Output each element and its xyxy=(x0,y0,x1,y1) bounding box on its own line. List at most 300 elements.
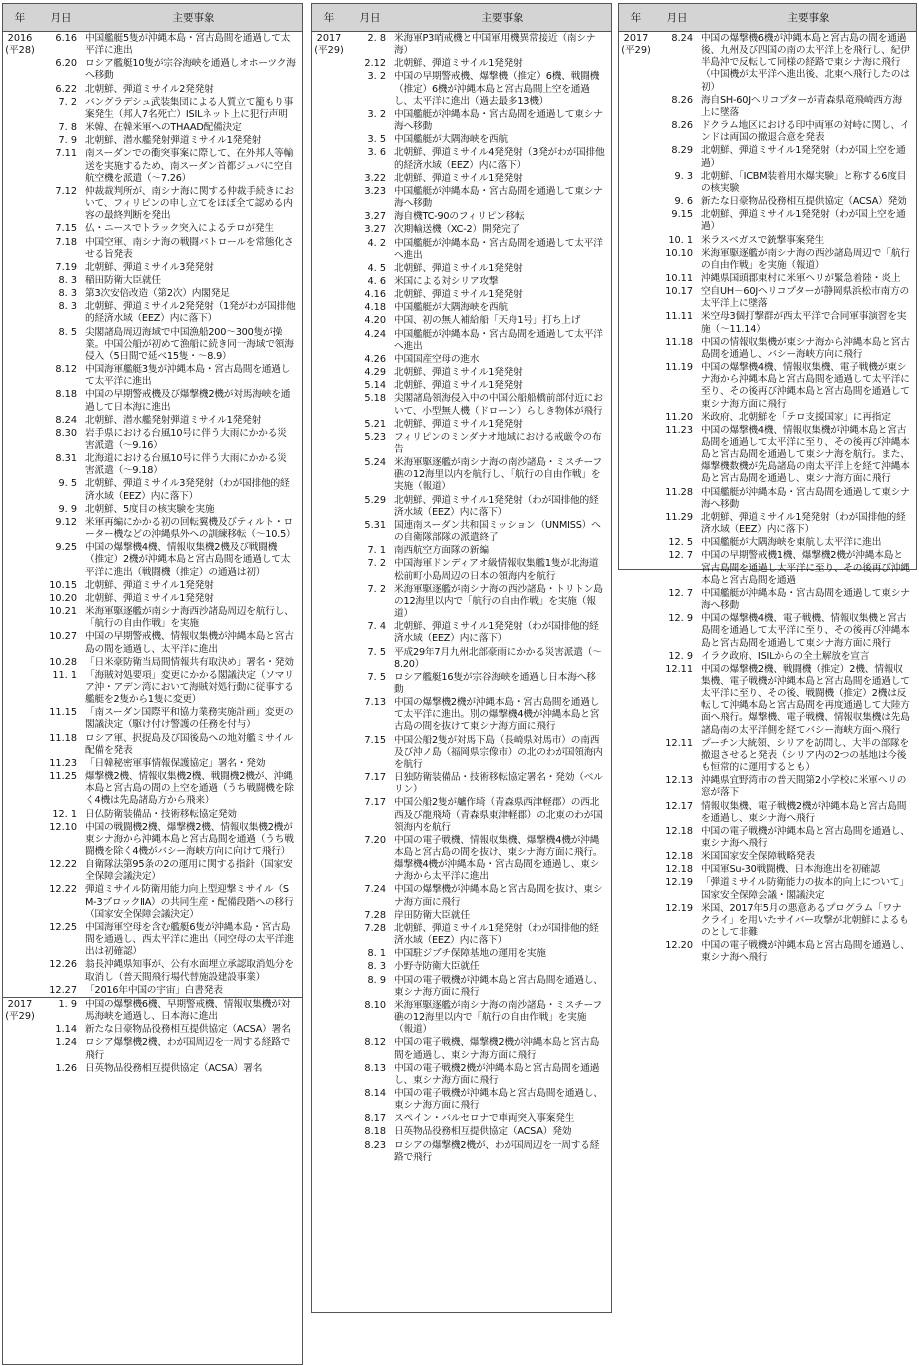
table-row xyxy=(619,850,916,863)
event-cell: 仲裁裁判所が、南シナ海に関する仲裁手続きにおいて、フィリピンの申し立てをほぼ全て認める内容の最終判断を発出 xyxy=(85,185,294,222)
table-row xyxy=(3,83,302,96)
date-cell: 12.11 xyxy=(665,737,693,749)
date-cell: 7.17 xyxy=(364,797,386,809)
event-cell: 弾道ミサイル防衛用能力向上型迎撃ミサイル（SM-3ブロックⅡA）の共同生産・配備段階への移行（国家安全保障会議決定） xyxy=(85,884,294,920)
year-cell xyxy=(3,883,37,920)
table-row xyxy=(3,96,302,121)
date-cell: 4.29 xyxy=(364,367,386,379)
table-row xyxy=(312,275,611,288)
table-row xyxy=(312,1112,611,1125)
year-cell xyxy=(619,587,653,612)
date-cell: 5.21 xyxy=(364,418,386,430)
date-cell: 10.17 xyxy=(665,286,693,298)
table-row xyxy=(312,696,611,733)
year-cell xyxy=(312,583,346,620)
year-cell xyxy=(3,326,37,363)
year-cell xyxy=(619,800,653,825)
date-cell: 8. 3 xyxy=(58,288,77,300)
table-row xyxy=(3,134,302,147)
date-cell: 8.18 xyxy=(55,389,77,401)
table-row xyxy=(312,392,611,417)
date-cell: 10.27 xyxy=(49,631,77,643)
year-cell xyxy=(619,876,653,901)
event-cell: 北朝鮮、弾道ミサイル1発発射（わが国上空を通過） xyxy=(701,145,906,169)
event-cell: 中国の電子戦機が沖縄本島と宮古島間を通過し、東シナ海方面に飛行 xyxy=(394,1087,603,1112)
date-cell: 8.17 xyxy=(364,1113,386,1125)
event-cell: 中国艦艇が沖縄本島・宮古島間を通過して東シナ海へ移動 xyxy=(701,486,910,510)
date-cell: 1.24 xyxy=(55,1037,77,1049)
table-row xyxy=(312,288,611,301)
year-cell xyxy=(619,737,653,774)
event-cell: ロシアの爆撃機2機が、わが国周辺を一周する経路で飛行 xyxy=(394,1139,600,1163)
header-event: 主要事象 xyxy=(172,12,215,24)
table-row xyxy=(619,902,916,939)
table-row xyxy=(312,133,611,146)
event-cell: 中国の爆撃機が沖縄本島と宮古島間を抜け、東シナ海方面に飛行 xyxy=(394,884,603,908)
event-cell: 米海軍P3哨戒機と中国軍用機異常接近（南シナ海） xyxy=(394,33,596,57)
year-cell xyxy=(312,494,346,519)
table-row xyxy=(3,630,302,655)
table-row xyxy=(619,511,916,536)
table-row xyxy=(619,208,916,233)
event-cell: 小野寺防衛大臣就任 xyxy=(394,961,480,973)
table-row xyxy=(3,287,302,300)
event-cell: 中国の電子戦機、爆撃機2機が沖縄本島と宮古島間を通過し、東シナ海方面に飛行 xyxy=(394,1037,600,1061)
year-cell xyxy=(619,94,653,119)
table-row xyxy=(619,737,916,774)
year-cell xyxy=(3,921,37,958)
date-cell: 7.28 xyxy=(364,909,386,921)
event-cell: 中国の爆撃機4機、情報収集機が沖縄本島と宮古島間を通過して太平洋に至り、その後再び沖縄本島と宮古島間を通過して東シナ海を航行。また、爆撃機数機が先島諸島の南太平洋上を経て沖縄本島と宮古島間を通過し、東シナ海方面に飛行 xyxy=(701,424,910,485)
table-row xyxy=(312,262,611,275)
header-year: 年 xyxy=(630,12,642,24)
table-row xyxy=(312,646,611,671)
event-cell: 中国艦艇が大隅海峡を西航 xyxy=(394,302,508,314)
table-row xyxy=(3,326,302,363)
date-cell: 8.31 xyxy=(55,453,77,465)
date-cell: 4.24 xyxy=(364,328,386,340)
event-cell: 北朝鮮、弾道ミサイル1発発射 xyxy=(394,289,523,301)
year-cell xyxy=(3,984,37,997)
event-cell: 中国軍Su-30戦闘機、日本海進出を初確認 xyxy=(701,864,880,876)
date-cell: 9. 3 xyxy=(674,170,693,182)
year-cell xyxy=(3,147,37,184)
year-cell xyxy=(3,96,37,121)
year-cell xyxy=(312,133,346,146)
table-row xyxy=(619,234,916,247)
event-cell: 中国艦艇が沖縄本島・宮古島間を通過して太平洋へ進出 xyxy=(394,237,603,261)
date-cell: 6.22 xyxy=(55,83,77,95)
event-cell: 北朝鮮、弾道ミサイル1発発射（わが国排他的経済水域（EEZ）内に落下） xyxy=(701,511,906,536)
year-cell xyxy=(3,1036,37,1061)
date-cell: 4.26 xyxy=(364,353,386,365)
year-cell xyxy=(312,275,346,288)
table-row xyxy=(619,424,916,486)
date-cell: 7.12 xyxy=(55,185,77,197)
table-row xyxy=(3,757,302,770)
year-cell xyxy=(3,958,37,983)
date-cell: 6.16 xyxy=(55,33,77,44)
year-cell xyxy=(619,902,653,939)
event-cell: 米海軍駆逐艦が南シナ海の南沙諸島・ミスチーフ礁の12海里以内を航行し、「航行の自由作戦」を実施（報道） xyxy=(394,457,603,493)
year-cell xyxy=(3,579,37,592)
event-cell: 中国の戦闘機2機、爆撃機2機、情報収集機2機が東シナ海から沖縄本島と宮古島間を通過（うち戦闘機を除く4機がバシー海峡方向に向けて飛行） xyxy=(85,821,294,857)
event-cell: 「2016年中国の宇宙」白書発表 xyxy=(85,984,223,996)
date-cell: 12.18 xyxy=(665,825,693,837)
date-cell: 11.29 xyxy=(665,511,693,523)
table-row xyxy=(619,536,916,549)
year-cell xyxy=(312,418,346,431)
date-cell: 11.18 xyxy=(665,336,693,348)
table-row xyxy=(619,612,916,649)
year-cell xyxy=(312,1087,346,1112)
event-cell: 沖縄県国頭郡東村に米軍ヘリが緊急着陸・炎上 xyxy=(701,272,901,284)
event-cell: 中国海軍ドンディアオ級情報収集艦1隻が北海道松前町小島周辺の日本の領海内を航行 xyxy=(394,558,599,582)
date-cell: 3.22 xyxy=(364,172,386,184)
year-cell xyxy=(619,939,653,964)
table-row xyxy=(312,314,611,327)
event-cell: 中国、初の無人補給船「天舟1号」打ち上げ xyxy=(394,315,581,327)
year-cell xyxy=(312,974,346,999)
year-label: 2017 xyxy=(623,33,649,44)
year-cell xyxy=(312,834,346,884)
event-cell: 北朝鮮、弾道ミサイル3発発射 xyxy=(85,261,214,273)
table-row xyxy=(312,431,611,456)
year-cell xyxy=(619,863,653,876)
event-cell: 中国の爆撃機4機、電子戦機、情報収集機と宮古島間を通過して太平洋に至り、その後再び沖縄本島と宮古島間を通過して東シナ海方面に飛行 xyxy=(701,613,910,649)
year-cell xyxy=(312,32,346,57)
event-cell: 中国の爆撃機6機、早期警戒機、情報収集機が対馬海峡を通過し、日本海に進出 xyxy=(85,998,291,1023)
table-row xyxy=(619,800,916,825)
table-row xyxy=(312,210,611,223)
year-cell xyxy=(312,734,346,771)
year-cell xyxy=(3,274,37,287)
year-cell xyxy=(3,261,37,274)
year-cell xyxy=(3,592,37,605)
date-cell: 5.23 xyxy=(364,431,386,443)
event-cell: イラク政府、ISILからの全土解放を宣言 xyxy=(701,650,870,662)
table-row xyxy=(312,999,611,1036)
year-cell xyxy=(3,732,37,757)
event-cell: 中国の早期警戒機、爆撃機（推定）6機、戦闘機（推定）6機が沖縄本島と宮古島間上空を通過し、太平洋に進出（過去最多13機） xyxy=(394,71,600,107)
date-cell: 4.20 xyxy=(364,315,386,327)
chronology-column-1 xyxy=(2,3,303,1365)
table-row xyxy=(312,583,611,620)
year-cell xyxy=(3,134,37,147)
event-cell: 米海軍駆逐艦が南シナ海の西沙諸島・トリトン島の12海里以内で「航行の自由作戦」を実施（報道） xyxy=(394,583,603,620)
table-row xyxy=(619,939,916,964)
date-cell: 8.23 xyxy=(364,1139,386,1151)
date-cell: 7.15 xyxy=(55,223,77,235)
table-row xyxy=(312,379,611,392)
date-cell: 3.23 xyxy=(364,185,386,197)
date-cell: 11.15 xyxy=(49,707,77,719)
date-cell: 12.25 xyxy=(49,921,77,933)
event-cell: スペイン・バルセロナで車両突入事案発生 xyxy=(394,1113,575,1125)
table-row xyxy=(619,32,916,94)
event-cell: 北朝鮮、潜水艦発射弾道ミサイル1発発射 xyxy=(85,135,262,147)
table-row xyxy=(312,172,611,185)
table-row xyxy=(619,825,916,850)
date-cell: 7. 8 xyxy=(58,122,77,134)
date-cell: 7.28 xyxy=(364,922,386,934)
date-cell: 7.17 xyxy=(364,772,386,784)
year-cell xyxy=(3,300,37,325)
table-row xyxy=(3,452,302,477)
event-cell: 岸田防衛大臣就任 xyxy=(394,909,470,921)
event-cell: 日英物品役務相互提供協定（ACSA）署名 xyxy=(85,1062,263,1074)
table-row xyxy=(312,922,611,947)
year-cell xyxy=(619,361,653,411)
table-row xyxy=(312,1087,611,1112)
date-cell: 10.11 xyxy=(665,272,693,284)
event-cell: 中国の爆撃機4機、情報収集機、電子戦機が東シナ海から沖縄本島と宮古島間を通過して太平洋に至り、その後再び沖縄本島と宮古島間を通過して東シナ海方面に飛行 xyxy=(701,362,910,410)
table-row xyxy=(619,119,916,144)
year-cell xyxy=(3,32,37,57)
event-cell: 新たな日豪物品役務相互提供協定（ACSA）署名 xyxy=(85,1024,291,1036)
event-cell: 北朝鮮、弾道ミサイル1発発射 xyxy=(394,262,523,274)
date-cell: 12.11 xyxy=(665,663,693,675)
table-row xyxy=(312,796,611,833)
year-cell xyxy=(619,850,653,863)
date-cell: 4.16 xyxy=(364,289,386,301)
event-cell: 中国国産空母の進水 xyxy=(394,353,480,365)
event-cell: 中国艦艇が沖縄本島・宮古島間を通過して東シナ海へ移動 xyxy=(701,587,910,612)
event-cell: 中国の電子戦機が沖縄本島と宮古島間を通過し、東シナ海へ飛行 xyxy=(701,825,910,849)
year-cell xyxy=(312,172,346,185)
date-cell: 8.14 xyxy=(364,1087,386,1099)
table-row xyxy=(312,32,611,57)
table-row xyxy=(619,272,916,285)
event-cell: 北朝鮮、弾道ミサイル1発発射 xyxy=(85,579,214,591)
table-row xyxy=(3,1062,302,1075)
event-cell: 中国海軍艦艇3隻が沖縄本島・宮古島間を通過して太平洋に進出 xyxy=(85,364,291,388)
table-header xyxy=(3,4,302,32)
year-cell xyxy=(312,70,346,107)
era-label: (平28) xyxy=(5,45,35,57)
date-cell: 12. 9 xyxy=(668,613,693,625)
table-row xyxy=(3,261,302,274)
table-row xyxy=(3,121,302,134)
year-cell xyxy=(3,414,37,427)
event-cell: 北朝鮮、5度目の核実験を実施 xyxy=(85,503,215,515)
table-row xyxy=(619,650,916,663)
year-cell xyxy=(619,310,653,335)
table-row xyxy=(619,774,916,799)
table-row xyxy=(619,663,916,737)
year-cell xyxy=(619,549,653,586)
year-cell xyxy=(3,83,37,96)
year-cell xyxy=(312,210,346,223)
event-cell: 中国の電子戦機、情報収集機、爆撃機4機が沖縄本島と宮古島の間を抜け、東シナ海方面に飛行。爆撃機4機が沖縄本島・宮古島間を通過し、東シナ海から太平洋に進出 xyxy=(394,834,603,883)
date-cell: 9. 5 xyxy=(58,478,77,490)
event-cell: 米海軍駆逐艦が南シナ海の西沙諸島周辺で「航行の自由作戦」を実施（報道） xyxy=(701,247,910,271)
date-cell: 12. 5 xyxy=(668,537,693,549)
event-cell: 北朝鮮、弾道ミサイル2発発射 xyxy=(85,83,214,95)
event-cell: 「日韓秘密軍事情報保護協定」署名・発効 xyxy=(85,757,266,769)
date-cell: 3. 6 xyxy=(367,147,386,159)
year-cell xyxy=(3,541,37,578)
date-cell: 7.19 xyxy=(55,261,77,273)
era-label: (平29) xyxy=(621,45,651,57)
table-row xyxy=(3,770,302,807)
event-cell: 米軍再編にかかる初の回転翼機及びティルト・ローター機などの沖縄県外への訓練移転（〜10.5） xyxy=(85,516,296,541)
event-cell: 北朝鮮、弾道ミサイル1発発射 xyxy=(394,380,523,392)
date-cell: 9.15 xyxy=(671,209,693,221)
date-cell: 8. 3 xyxy=(367,961,386,973)
date-cell: 7.24 xyxy=(364,884,386,896)
event-cell: 北朝鮮、弾道ミサイル1発発射 xyxy=(394,172,523,184)
year-cell xyxy=(312,771,346,796)
year-cell xyxy=(312,223,346,236)
year-label: 2017 xyxy=(7,998,33,1010)
event-cell: 岩手県における台風10号に伴う大雨にかかる災害派遣（〜9.16） xyxy=(85,427,287,451)
event-cell: 中国公船2隻が艫作埼（青森県西津軽郡）の西北西及び龍飛埼（青森県東津軽郡）の北東のわが国領海内を航行 xyxy=(394,797,603,833)
event-cell: 米国国家安全保障戦略発表 xyxy=(701,851,815,863)
date-cell: 11.28 xyxy=(665,486,693,498)
year-cell xyxy=(312,620,346,645)
event-cell: 自衛隊法第95条の2の運用に関する指針（国家安全保障会議決定） xyxy=(85,859,293,883)
year-cell xyxy=(312,108,346,133)
date-cell: 7. 2 xyxy=(58,96,77,108)
event-cell: 南スーダンでの衝突事案に際して、在外邦人等輸送を実施するため、南スーダン首都ジュバに空自航空機を派遣（〜7.26） xyxy=(85,148,294,184)
event-cell: 情報収集機、電子戦機2機が沖縄本島と宮古島間を通過し、東シナ海へ飛行 xyxy=(701,800,907,824)
date-cell: 3. 2 xyxy=(367,108,386,120)
date-cell: 8.24 xyxy=(671,33,693,44)
year-cell xyxy=(619,486,653,511)
date-cell: 7.13 xyxy=(364,697,386,709)
year-cell xyxy=(619,612,653,649)
year-cell xyxy=(619,825,653,850)
date-cell: 12.22 xyxy=(49,859,77,871)
date-cell: 7. 1 xyxy=(367,545,386,557)
date-cell: 12. 7 xyxy=(668,550,693,562)
year-cell xyxy=(312,883,346,908)
table-row xyxy=(312,70,611,107)
table-row xyxy=(3,1023,302,1036)
table-row xyxy=(3,958,302,983)
date-cell: 11.20 xyxy=(665,411,693,423)
date-cell: 7.18 xyxy=(55,236,77,248)
table-row xyxy=(3,274,302,287)
event-cell: ドクラム地区における印中両軍の対峙に関し、インドは両国の撤退合意を発表 xyxy=(701,120,910,144)
table-row xyxy=(312,834,611,884)
event-cell: 爆撃機2機、情報収集機2機、戦闘機2機が、沖縄本島と宮古島の間の上空を通過（うち戦闘機を除く4機は先島諸島方から飛来） xyxy=(85,771,294,807)
date-cell: 8.10 xyxy=(364,999,386,1011)
event-cell: ロシア艦艇16隻が宗谷海峡を通過し日本海へ移動 xyxy=(394,671,596,695)
date-cell: 7. 5 xyxy=(367,671,386,683)
year-label: 2017 xyxy=(316,33,342,44)
table-row xyxy=(3,477,302,502)
table-row xyxy=(3,656,302,669)
date-cell: 7. 9 xyxy=(58,135,77,147)
table-row xyxy=(619,94,916,119)
event-cell: ロシア艦艇10隻が宗谷海峡を通過しオホーツク海へ移動 xyxy=(85,58,296,82)
year-cell xyxy=(312,544,346,557)
year-cell xyxy=(619,247,653,272)
year-cell xyxy=(619,511,653,536)
date-cell: 12.22 xyxy=(49,884,77,896)
table-row xyxy=(312,57,611,70)
event-cell: 国連南スーダン共和国ミッション（UNMISS）への自衛隊部隊の派遣終了 xyxy=(394,519,601,544)
event-cell: 北朝鮮、弾道ミサイル1発発射（わが国排他的経済水域（EEZ）内に落下） xyxy=(394,621,599,645)
year-cell xyxy=(3,287,37,300)
date-cell: 1.26 xyxy=(55,1062,77,1074)
year-cell xyxy=(619,774,653,799)
date-cell: 7.20 xyxy=(364,834,386,846)
table-row xyxy=(312,108,611,133)
table-row xyxy=(312,185,611,210)
event-cell: 北朝鮮、弾道ミサイル1発発射（わが国排他的経済水域（EEZ）内に落下） xyxy=(394,494,599,518)
event-cell: 中国の爆撃機2機、戦闘機（推定）2機、情報収集機、電子戦機が沖縄本島と宮古島間を通過して太平洋に至り、その後、戦闘機（推定）2機は反転して沖縄本島と宮古島間を再度通過して大陸方面へ飛行。爆撃機、電子戦機、情報収集機は先島諸島南の太平洋側を経てバシー海峡方面へ飛行 xyxy=(701,663,910,736)
event-cell: 稲田防衛大臣就任 xyxy=(85,274,161,286)
event-cell: 北朝鮮、弾道ミサイル2発発射（1発がわが国排他的経済水域（EEZ）内に落下） xyxy=(85,301,296,325)
year-cell xyxy=(312,646,346,671)
year-cell xyxy=(3,1023,37,1036)
event-cell: 米海軍駆逐艦が南シナ海の南沙諸島・ミスチーフ礁の12海里以内で「航行の自由作戦」を実施（報道） xyxy=(394,999,603,1036)
event-cell: 海自SH-60Jヘリコプターが青森県竜飛崎西方海上に墜落 xyxy=(701,94,902,118)
date-cell: 12.10 xyxy=(49,821,77,833)
event-cell: 北朝鮮、弾道ミサイル1発発射 xyxy=(394,418,523,430)
year-cell xyxy=(312,146,346,171)
table-row xyxy=(3,541,302,578)
header-date: 月日 xyxy=(666,12,688,24)
year-cell xyxy=(619,650,653,663)
table-row xyxy=(619,285,916,310)
date-cell: 4. 6 xyxy=(367,275,386,287)
event-cell: 中国艦艇が大隅海峡を西航 xyxy=(394,134,508,146)
year-cell xyxy=(3,757,37,770)
year-cell xyxy=(3,706,37,731)
event-cell: 中国の電子戦機が沖縄本島と宮古島間を通過し、東シナ海へ飛行 xyxy=(701,940,910,964)
date-cell: 5.18 xyxy=(364,393,386,405)
chronology-column-3 xyxy=(618,3,917,964)
table-row xyxy=(312,960,611,973)
year-cell xyxy=(619,411,653,424)
date-cell: 11. 1 xyxy=(52,669,77,681)
year-cell xyxy=(3,236,37,261)
event-cell: 北朝鮮、弾道ミサイル3発発射（わが国排他的経済水域（EEZ）内に落下） xyxy=(85,478,290,502)
year-cell xyxy=(312,999,346,1036)
table-row xyxy=(3,732,302,757)
date-cell: 8. 1 xyxy=(367,948,386,960)
table-row xyxy=(3,516,302,541)
table-row xyxy=(3,1036,302,1061)
year-cell xyxy=(312,301,346,314)
year-cell xyxy=(312,262,346,275)
year-cell xyxy=(619,32,653,94)
event-cell: 日英物品役務相互提供協定（ACSA）発効 xyxy=(394,1126,572,1138)
event-cell: フィリピンのミンダナオ地域における戒厳令の布告 xyxy=(394,431,602,455)
event-cell: 中国の早期警戒機、情報収集機が沖縄本島と宮古島の間を通過し、太平洋に進出 xyxy=(85,631,294,655)
table-row xyxy=(3,858,302,883)
year-cell xyxy=(619,195,653,208)
event-cell: 日独防衛装備品・技術移転協定署名・発効（ベルリン） xyxy=(394,772,603,796)
event-cell: 空自UH－60Jヘリコプターが静岡県浜松市南方の太平洋上に墜落 xyxy=(701,286,909,310)
event-cell: 中国艦艇が沖縄本島・宮古島間を通過して太平洋へ進出 xyxy=(394,328,603,352)
event-cell: 北朝鮮、弾道ミサイル1発発射 xyxy=(85,592,214,604)
year-cell xyxy=(3,185,37,222)
year-cell xyxy=(312,456,346,493)
date-cell: 7. 2 xyxy=(367,583,386,595)
date-cell: 8.26 xyxy=(671,94,693,106)
event-cell: 米空母3個打撃群が西太平洋で合同軍事演習を実施（〜11.14） xyxy=(701,311,907,335)
date-cell: 8. 3 xyxy=(58,301,77,313)
event-cell: 沖縄県宜野湾市の普天間第2小学校に米軍ヘリの窓が落下 xyxy=(701,775,907,799)
header-event: 主要事象 xyxy=(787,12,830,24)
year-cell xyxy=(312,909,346,922)
event-cell: 北朝鮮、弾道ミサイル1発発射 xyxy=(394,58,523,70)
